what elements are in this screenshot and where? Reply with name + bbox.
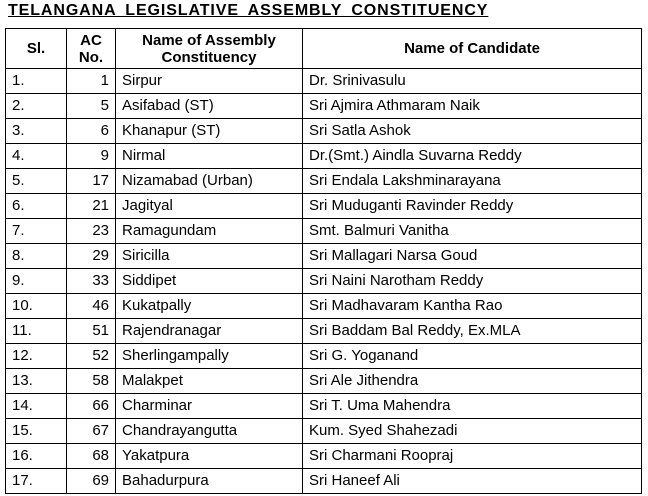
table-row	[6, 169, 642, 194]
cell-sl: 12.	[6, 344, 67, 369]
cell-ac-no: 17	[67, 169, 116, 194]
cell-constituency: Malakpet	[116, 369, 303, 394]
cell-sl: 11.	[6, 319, 67, 344]
header-ac-no	[67, 29, 116, 69]
cell-ac-no: 9	[67, 144, 116, 169]
cell-constituency: Jagityal	[116, 194, 303, 219]
cell-candidate: Dr.(Smt.) Aindla Suvarna Reddy	[303, 144, 642, 169]
cell-constituency: Chandrayangutta	[116, 419, 303, 444]
cell-constituency: Charminar	[116, 394, 303, 419]
cell-candidate: Sri T. Uma Mahendra	[303, 394, 642, 419]
cell-constituency: Ramagundam	[116, 219, 303, 244]
table-row	[6, 69, 642, 94]
table-row	[6, 469, 642, 494]
document-title: TELANGANA LEGISLATIVE ASSEMBLY CONSTITUENCY	[8, 2, 489, 19]
cell-candidate: Sri Haneef Ali	[303, 469, 642, 494]
cell-constituency: Siricilla	[116, 244, 303, 269]
table-row	[6, 369, 642, 394]
cell-ac-no: 5	[67, 94, 116, 119]
cell-constituency: Sirpur	[116, 69, 303, 94]
cell-candidate: Kum. Syed Shahezadi	[303, 419, 642, 444]
cell-ac-no: 68	[67, 444, 116, 469]
cell-sl: 14.	[6, 394, 67, 419]
cell-constituency: Yakatpura	[116, 444, 303, 469]
cell-ac-no: 66	[67, 394, 116, 419]
cell-ac-no: 21	[67, 194, 116, 219]
cell-candidate: Sri Naini Narotham Reddy	[303, 269, 642, 294]
cell-sl: 16.	[6, 444, 67, 469]
cell-candidate: Sri Madhavaram Kantha Rao	[303, 294, 642, 319]
cell-sl: 3.	[6, 119, 67, 144]
cell-ac-no: 46	[67, 294, 116, 319]
cell-candidate: Sri Baddam Bal Reddy, Ex.MLA	[303, 319, 642, 344]
header-constituency-line1: Name of Assembly	[142, 31, 276, 49]
header-candidate: Name of Candidate	[303, 29, 642, 69]
cell-constituency: Nizamabad (Urban)	[116, 169, 303, 194]
cell-ac-no: 58	[67, 369, 116, 394]
cell-sl: 10.	[6, 294, 67, 319]
cell-constituency: Rajendranagar	[116, 319, 303, 344]
cell-ac-no: 1	[67, 69, 116, 94]
table-row	[6, 344, 642, 369]
cell-candidate: Sri Endala Lakshminarayana	[303, 169, 642, 194]
cell-ac-no: 6	[67, 119, 116, 144]
cell-candidate: Smt. Balmuri Vanitha	[303, 219, 642, 244]
cell-sl: 6.	[6, 194, 67, 219]
cell-sl: 5.	[6, 169, 67, 194]
header-constituency	[116, 29, 303, 69]
table-row	[6, 119, 642, 144]
table-row	[6, 269, 642, 294]
cell-ac-no: 52	[67, 344, 116, 369]
table-row	[6, 319, 642, 344]
cell-sl: 7.	[6, 219, 67, 244]
cell-sl: 8.	[6, 244, 67, 269]
cell-constituency: Kukatpally	[116, 294, 303, 319]
table-row	[6, 144, 642, 169]
cell-sl: 4.	[6, 144, 67, 169]
header-ac-line1: AC	[80, 31, 102, 49]
cell-constituency: Nirmal	[116, 144, 303, 169]
table-row	[6, 194, 642, 219]
cell-constituency: Khanapur (ST)	[116, 119, 303, 144]
table-header-row	[6, 29, 642, 69]
cell-candidate: Sri Satla Ashok	[303, 119, 642, 144]
table-row	[6, 394, 642, 419]
table-row	[6, 94, 642, 119]
cell-ac-no: 29	[67, 244, 116, 269]
cell-ac-no: 69	[67, 469, 116, 494]
table-row	[6, 444, 642, 469]
constituency-table	[5, 28, 642, 494]
cell-sl: 1.	[6, 69, 67, 94]
header-ac-line2: No.	[78, 48, 104, 66]
table-row	[6, 419, 642, 444]
cell-candidate: Sri Charmani Roopraj	[303, 444, 642, 469]
cell-sl: 17.	[6, 469, 67, 494]
cell-constituency: Sherlingampally	[116, 344, 303, 369]
cell-constituency: Asifabad (ST)	[116, 94, 303, 119]
cell-ac-no: 23	[67, 219, 116, 244]
cell-ac-no: 51	[67, 319, 116, 344]
header-constituency-line2: Constituency	[161, 48, 257, 66]
cell-constituency: Siddipet	[116, 269, 303, 294]
header-sl: Sl.	[6, 29, 67, 69]
cell-candidate: Sri Mallagari Narsa Goud	[303, 244, 642, 269]
table-row	[6, 219, 642, 244]
table-row	[6, 244, 642, 269]
cell-sl: 13.	[6, 369, 67, 394]
cell-candidate: Sri Muduganti Ravinder Reddy	[303, 194, 642, 219]
cell-candidate: Sri Ajmira Athmaram Naik	[303, 94, 642, 119]
cell-candidate: Sri Ale Jithendra	[303, 369, 642, 394]
cell-candidate: Sri G. Yoganand	[303, 344, 642, 369]
table-row	[6, 294, 642, 319]
cell-constituency: Bahadurpura	[116, 469, 303, 494]
cell-sl: 9.	[6, 269, 67, 294]
cell-candidate: Dr. Srinivasulu	[303, 69, 642, 94]
cell-ac-no: 67	[67, 419, 116, 444]
cell-sl: 15.	[6, 419, 67, 444]
cell-sl: 2.	[6, 94, 67, 119]
cell-ac-no: 33	[67, 269, 116, 294]
